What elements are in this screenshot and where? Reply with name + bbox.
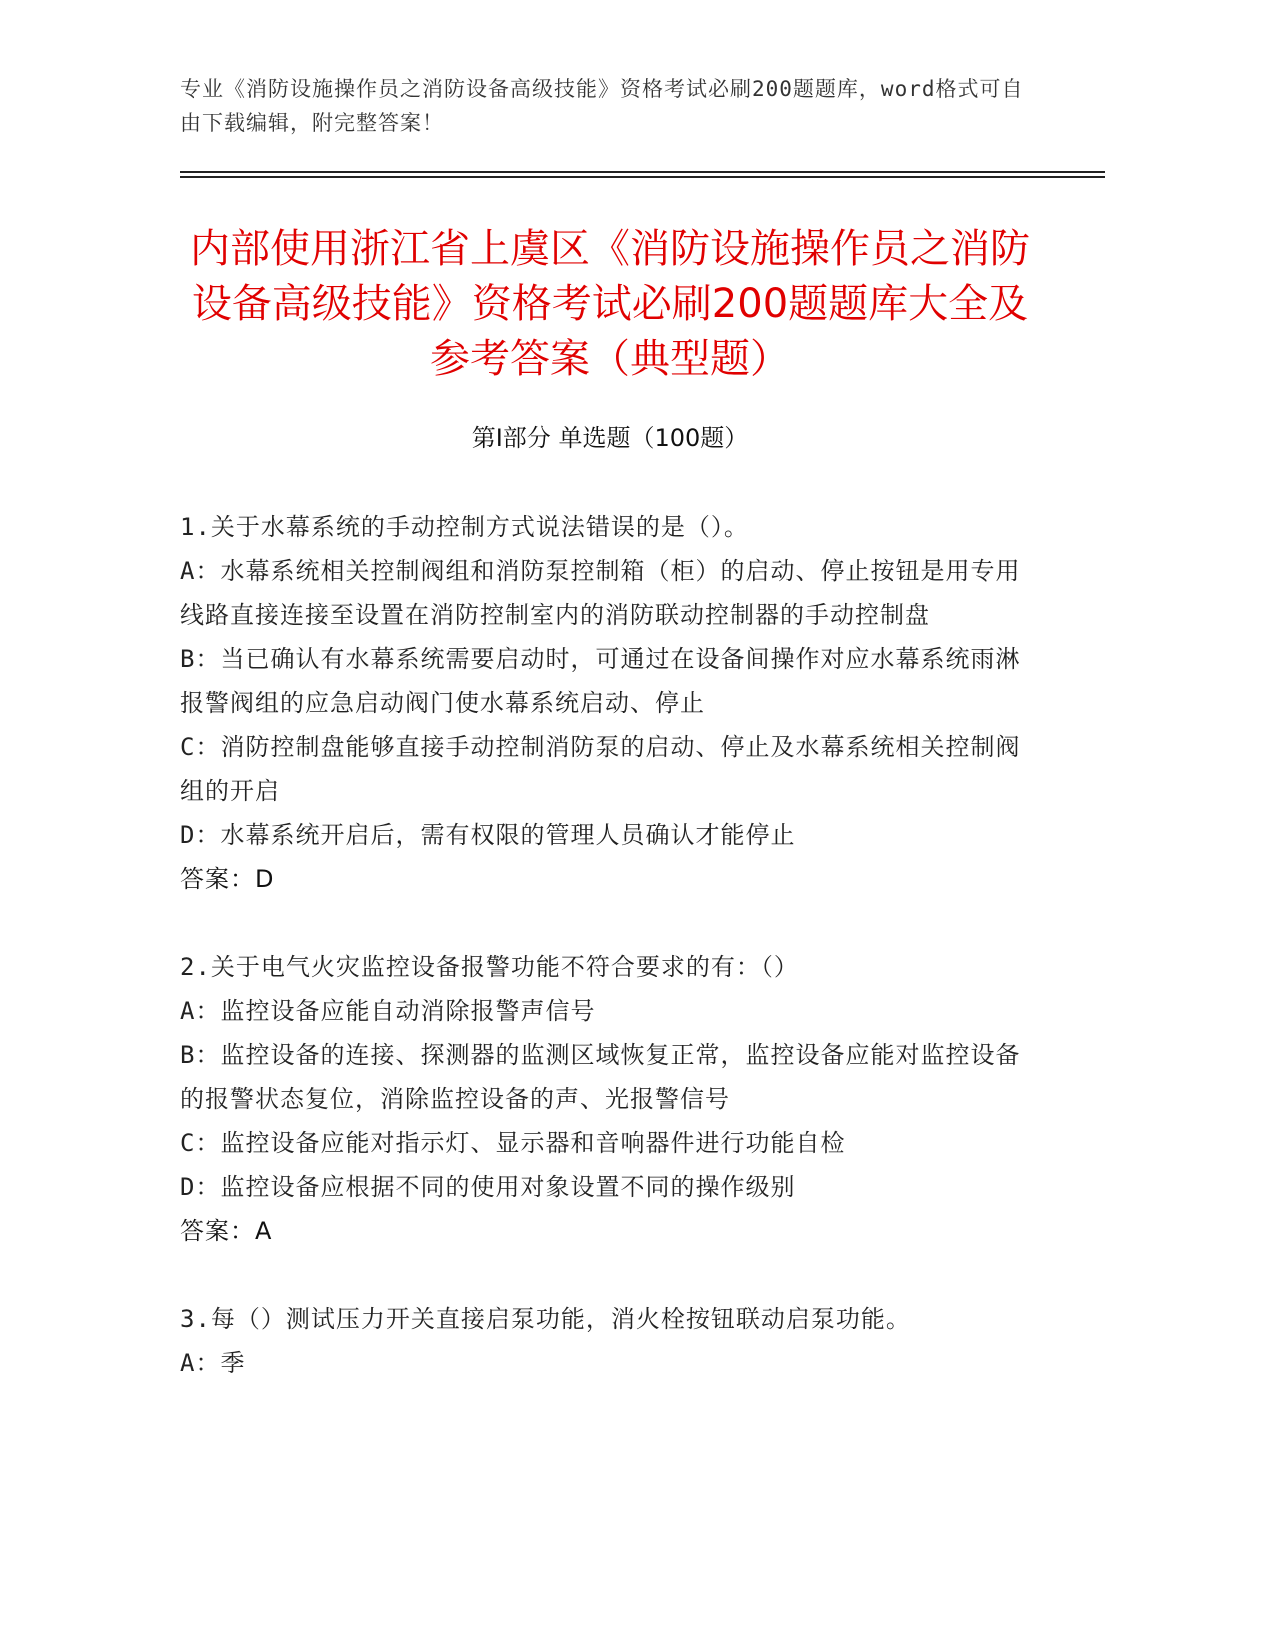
header-divider-top (180, 171, 1105, 173)
header-divider-bottom (180, 176, 1105, 178)
question-list (180, 505, 1040, 1429)
question-1 (180, 505, 1040, 901)
document-title: 内部使用浙江省上虞区《消防设施操作员之消防设备高级技能》资格考试必刷200题题库大全及参考答案（典型题） (190, 226, 1030, 382)
option-a: A：监控设备应能自动消除报警声信号 (180, 997, 596, 1025)
question-stem: 2.关于电气火灾监控设备报警功能不符合要求的有：（） (180, 953, 799, 981)
option-a: A：季 (180, 1349, 246, 1377)
document-header-note: 专业《消防设施操作员之消防设备高级技能》资格考试必刷200题题库，word格式可自由下载编辑，附完整答案！ (180, 77, 1024, 135)
section-heading: 第I部分 单选题（100题） (471, 424, 749, 452)
option-d: D：监控设备应根据不同的使用对象设置不同的操作级别 (180, 1173, 796, 1201)
option-c: C：消防控制盘能够直接手动控制消防泵的启动、停止及水幕系统相关控制阀组的开启 (180, 733, 1021, 805)
option-c: C：监控设备应能对指示灯、显示器和音响器件进行功能自检 (180, 1129, 846, 1157)
answer-line: 答案：A (180, 1217, 273, 1245)
question-2 (180, 945, 1040, 1253)
option-b: B：当已确认有水幕系统需要启动时，可通过在设备间操作对应水幕系统雨淋报警阀组的应急启动阀门使水幕系统启动、停止 (180, 645, 1021, 717)
question-stem: 3.每（）测试压力开关直接启泵功能，消火栓按钮联动启泵功能。 (180, 1305, 911, 1333)
question-3 (180, 1297, 1040, 1385)
option-a: A：水幕系统相关控制阀组和消防泵控制箱（柜）的启动、停止按钮是用专用线路直接连接至设置在消防控制室内的消防联动控制器的手动控制盘 (180, 557, 1021, 629)
option-d: D：水幕系统开启后，需有权限的管理人员确认才能停止 (180, 821, 796, 849)
question-stem: 1.关于水幕系统的手动控制方式说法错误的是（）。 (180, 513, 749, 541)
answer-line: 答案：D (180, 865, 275, 893)
option-b: B：监控设备的连接、探测器的监测区域恢复正常，监控设备应能对监控设备的报警状态复位，消除监控设备的声、光报警信号 (180, 1041, 1021, 1113)
